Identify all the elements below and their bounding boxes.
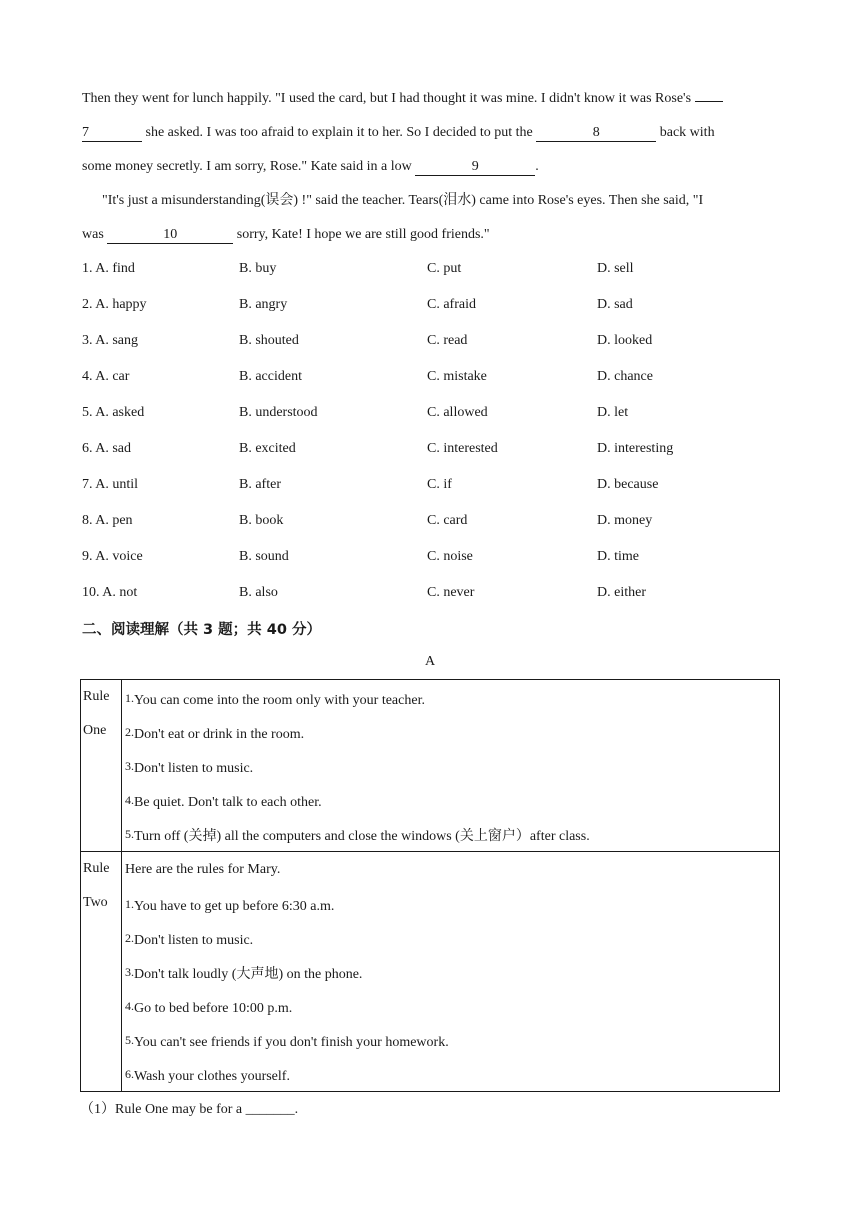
option-7-d: D. because (597, 477, 659, 492)
rule-two-item: 6.Wash your clothes yourself. (125, 1067, 290, 1084)
option-8-c: C. card (427, 513, 468, 528)
option-2-c: C. afraid (427, 297, 476, 312)
option-8-d: D. money (597, 513, 653, 528)
option-3-d: D. looked (597, 333, 653, 348)
option-2-b: B. angry (239, 297, 288, 312)
option-4-d: D. chance (597, 369, 653, 384)
option-1-b: B. buy (239, 261, 277, 276)
option-6-a: 6. A. sad (82, 441, 131, 456)
option-3-c: C. read (427, 333, 468, 348)
rules-table (80, 679, 780, 1092)
passage-line-1: Then they went for lunch happily. "I used the card, but I had thought it was mine. I didn't know it was Rose's (82, 82, 780, 116)
option-1-a: 1. A. find (82, 261, 135, 276)
rule-one-item: 1.You can come into the room only with your teacher. (125, 691, 425, 708)
rule-one-label: Rule One (81, 680, 122, 852)
option-8-a: 8. A. pen (82, 513, 133, 528)
option-6-d: D. interesting (597, 441, 674, 456)
rule-one-content (122, 680, 780, 852)
rule-two-label: Rule Two (81, 852, 122, 1092)
option-4-c: C. mistake (427, 369, 487, 384)
rule-two-item: 3.Don't talk loudly (大声地) on the phone. (125, 965, 363, 982)
option-8-b: B. book (239, 513, 284, 528)
rule-two-intro: Here are the rules for Mary. (125, 862, 281, 877)
passage-line-4: "It's just a misunderstanding(误会) !" said the teacher. Tears(泪水) came into Rose's eyes. Then she said, "I (102, 193, 704, 208)
option-2-d: D. sad (597, 297, 633, 312)
passage-line-3: some money secretly. I am sorry, Rose." Kate said in a low 9 . (82, 159, 539, 174)
option-7-c: C. if (427, 477, 452, 492)
rule-one-item: 2.Don't eat or drink in the room. (125, 725, 305, 742)
blank-7: 7 (82, 125, 142, 142)
option-10-b: B. also (239, 585, 278, 600)
option-10-d: D. either (597, 585, 646, 600)
question-1: （1）Rule One may be for a _______. (80, 1102, 299, 1117)
passage-line-5: was 10 sorry, Kate! I hope we are still good friends." (82, 227, 490, 242)
blank-10: 10 (107, 227, 233, 244)
option-10-a: 10. A. not (82, 585, 138, 600)
blank-8: 8 (536, 125, 656, 142)
blank-9: 9 (415, 159, 535, 176)
rule-two-content (122, 852, 780, 1092)
option-9-d: D. time (597, 549, 639, 564)
rule-two-item: 1.You have to get up before 6:30 a.m. (125, 897, 335, 914)
option-5-c: C. allowed (427, 405, 488, 420)
rule-two-item: 4.Go to bed before 10:00 p.m. (125, 999, 293, 1016)
option-7-b: B. after (239, 477, 281, 492)
option-3-b: B. shouted (239, 333, 299, 348)
option-2-a: 2. A. happy (82, 297, 147, 312)
rule-two-item: 5.You can't see friends if you don't finish your homework. (125, 1033, 449, 1050)
option-9-b: B. sound (239, 549, 289, 564)
option-9-a: 9. A. voice (82, 549, 143, 564)
rule-one-item: 3.Don't listen to music. (125, 759, 254, 776)
rule-one-item: 4.Be quiet. Don't talk to each other. (125, 793, 322, 810)
option-1-d: D. sell (597, 261, 634, 276)
rule-one-item: 5.Turn off (关掉) all the computers and close the windows (关上窗户）after class. (125, 827, 590, 844)
rule-one-row (81, 680, 780, 852)
option-4-a: 4. A. car (82, 369, 130, 384)
rule-two-item: 2.Don't listen to music. (125, 931, 254, 948)
option-3-a: 3. A. sang (82, 333, 138, 348)
passage-line-2: 7 she asked. I was too afraid to explain it to her. So I decided to put the 8 back with (82, 125, 715, 140)
option-10-c: C. never (427, 585, 475, 600)
option-6-b: B. excited (239, 441, 296, 456)
option-1-c: C. put (427, 261, 462, 276)
option-6-c: C. interested (427, 441, 498, 456)
passage-label: A (424, 654, 436, 669)
option-5-a: 5. A. asked (82, 405, 145, 420)
option-5-d: D. let (597, 405, 629, 420)
option-4-b: B. accident (239, 369, 302, 384)
option-7-a: 7. A. until (82, 477, 139, 492)
option-5-b: B. understood (239, 405, 318, 420)
section-title: 二、阅读理解（共 3 题；共 40 分） (82, 622, 321, 638)
option-9-c: C. noise (427, 549, 473, 564)
blank-6-tail (695, 101, 723, 102)
rule-two-row (81, 852, 780, 1092)
